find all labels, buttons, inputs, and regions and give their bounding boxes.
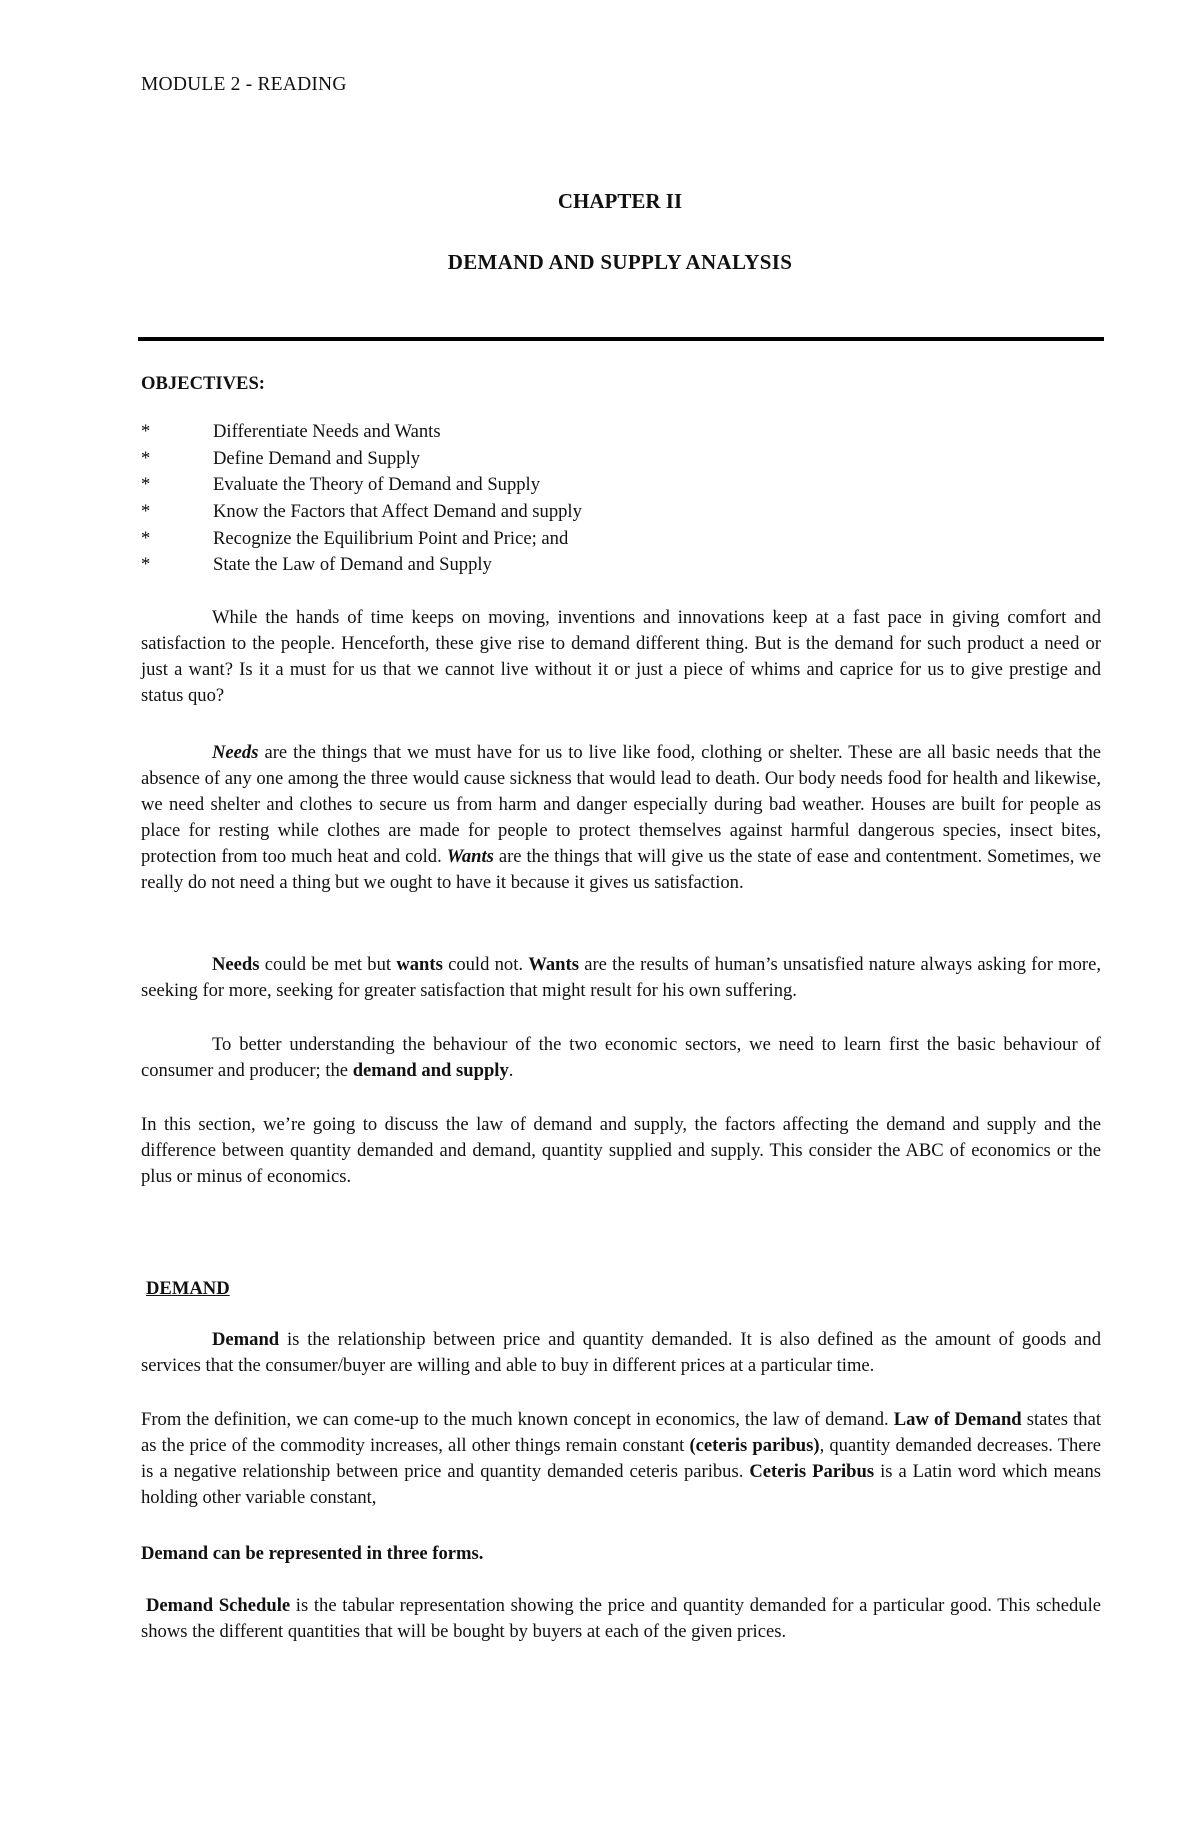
objectives-heading: OBJECTIVES: — [141, 373, 265, 394]
section-intro-paragraph — [141, 1112, 1101, 1190]
nw-wants-term-1: wants — [396, 954, 443, 975]
ceteris-paribus-definition-term: Ceteris Paribus — [749, 1461, 875, 1482]
objective-text: Evaluate the Theory of Demand and Supply — [213, 474, 541, 496]
demand-schedule-term: Demand Schedule — [146, 1595, 291, 1616]
bullet-star: * — [141, 421, 151, 442]
bullet-star: * — [141, 447, 151, 469]
bullet-star: * — [141, 554, 151, 576]
nw-text-3: are the results of human’s unsatisfied nature always asking for more, seeking for more, seeking for greater satisfaction that might result for his own suffering. — [141, 954, 1101, 1001]
horizontal-rule — [138, 337, 1104, 341]
nw-text-2: could not. — [442, 954, 529, 975]
intro-paragraph — [141, 605, 1101, 709]
module-header: MODULE 2 - READING — [141, 74, 347, 95]
objective-item — [141, 526, 582, 553]
needs-wants-paragraph — [141, 952, 1101, 1004]
demand-term: Demand — [212, 1329, 280, 1350]
ceteris-paribus-term: (ceteris paribus) — [689, 1435, 820, 1456]
nw-wants-term-2: Wants — [528, 954, 579, 975]
nw-text-1: could be met but — [259, 954, 397, 975]
bullet-star: * — [141, 474, 151, 496]
objective-item — [141, 419, 582, 446]
law-text-1: From the definition, we can come-up to the much known concept in economics, the law of demand. — [141, 1409, 894, 1430]
forms-heading-paragraph — [141, 1541, 1101, 1567]
law-of-demand-term: Law of Demand — [893, 1409, 1022, 1430]
needs-text-1: are the things that we must have for us to live like food, clothing or shelter. These are all basic needs that the absence of any one among the three would cause sickness that would lead to death. Our body needs food for health and likewise, we need shelter and clothes to secure us from harm and danger especially during bad weather. Houses are built for people as place for resting while clothes are made for people to protect themselves against harmful dangerous species, insect bites, protection from too much heat and cold. — [141, 742, 1101, 867]
objective-item — [141, 472, 582, 499]
objective-text: Recognize the Equilibrium Point and Price; and — [213, 527, 569, 549]
demand-schedule-paragraph — [141, 1593, 1101, 1645]
bullet-star: * — [141, 527, 151, 549]
law-text-3: , quantity demanded decreases. There is a negative relationship between price and quantity demanded ceteris paribus. — [141, 1435, 1102, 1482]
objective-item — [141, 499, 582, 526]
objective-text: Know the Factors that Affect Demand and supply — [213, 501, 582, 523]
better-end: . — [508, 1060, 514, 1081]
demand-definition-paragraph — [141, 1327, 1101, 1379]
chapter-title: DEMAND AND SUPPLY ANALYSIS — [447, 250, 793, 274]
law-text-2: states that as the price of the commodity increases, all other things remain constant — [141, 1409, 1101, 1456]
law-text-4: is a Latin word which means holding other variable constant, — [141, 1461, 1101, 1508]
objective-text: Define Demand and Supply — [213, 447, 421, 469]
better-understanding-paragraph — [141, 1032, 1101, 1084]
demand-supply-term: demand and supply — [352, 1060, 509, 1081]
objective-item — [141, 446, 582, 473]
objective-text: Differentiate Needs and Wants — [213, 421, 441, 442]
bullet-star: * — [141, 501, 151, 523]
needs-paragraph — [141, 740, 1101, 896]
demand-schedule-text: is the tabular representation showing the price and quantity demanded for a particular good. This schedule shows the different quantities that will be bought by buyers at each of the given prices. — [141, 1595, 1101, 1642]
section-intro-text: In this section, we’re going to discuss the law of demand and supply, the factors affecting the demand and supply and the difference between quantity demanded and demand, quantity supplied and supply. This consider the ABC of economics or the plus or minus of economics. — [141, 1114, 1101, 1187]
law-of-demand-paragraph — [141, 1407, 1101, 1511]
needs-text-2: are the things that will give us the state of ease and contentment. Sometimes, we really do not need a thing but we ought to have it because it gives us satisfaction. — [141, 846, 1101, 893]
needs-term: Needs — [212, 742, 259, 763]
chapter-number: CHAPTER II — [557, 189, 683, 213]
nw-needs-term: Needs — [212, 954, 260, 975]
intro-text: While the hands of time keeps on moving, inventions and innovations keep at a fast pace in giving comfort and satisfaction to the people. Henceforth, these give rise to demand different thing. But is the demand for such product a need or just a want? Is it a must for us that we cannot live without it or just a piece of whims and caprice for us to give prestige and status quo? — [141, 607, 1101, 706]
objective-item — [141, 552, 582, 579]
objective-text: State the Law of Demand and Supply — [213, 554, 492, 576]
better-text: To better understanding the behaviour of the two economic sectors, we need to learn first the basic behaviour of consumer and producer; the — [141, 1034, 1101, 1081]
forms-heading: Demand can be represented in three forms. — [141, 1543, 484, 1564]
demand-heading: DEMAND — [146, 1278, 230, 1299]
wants-term: Wants — [446, 846, 494, 867]
objectives-list — [141, 419, 582, 579]
demand-definition-text: is the relationship between price and quantity demanded. It is also defined as the amount of goods and services that the consumer/buyer are willing and able to buy in different prices at a particular time. — [141, 1329, 1101, 1376]
